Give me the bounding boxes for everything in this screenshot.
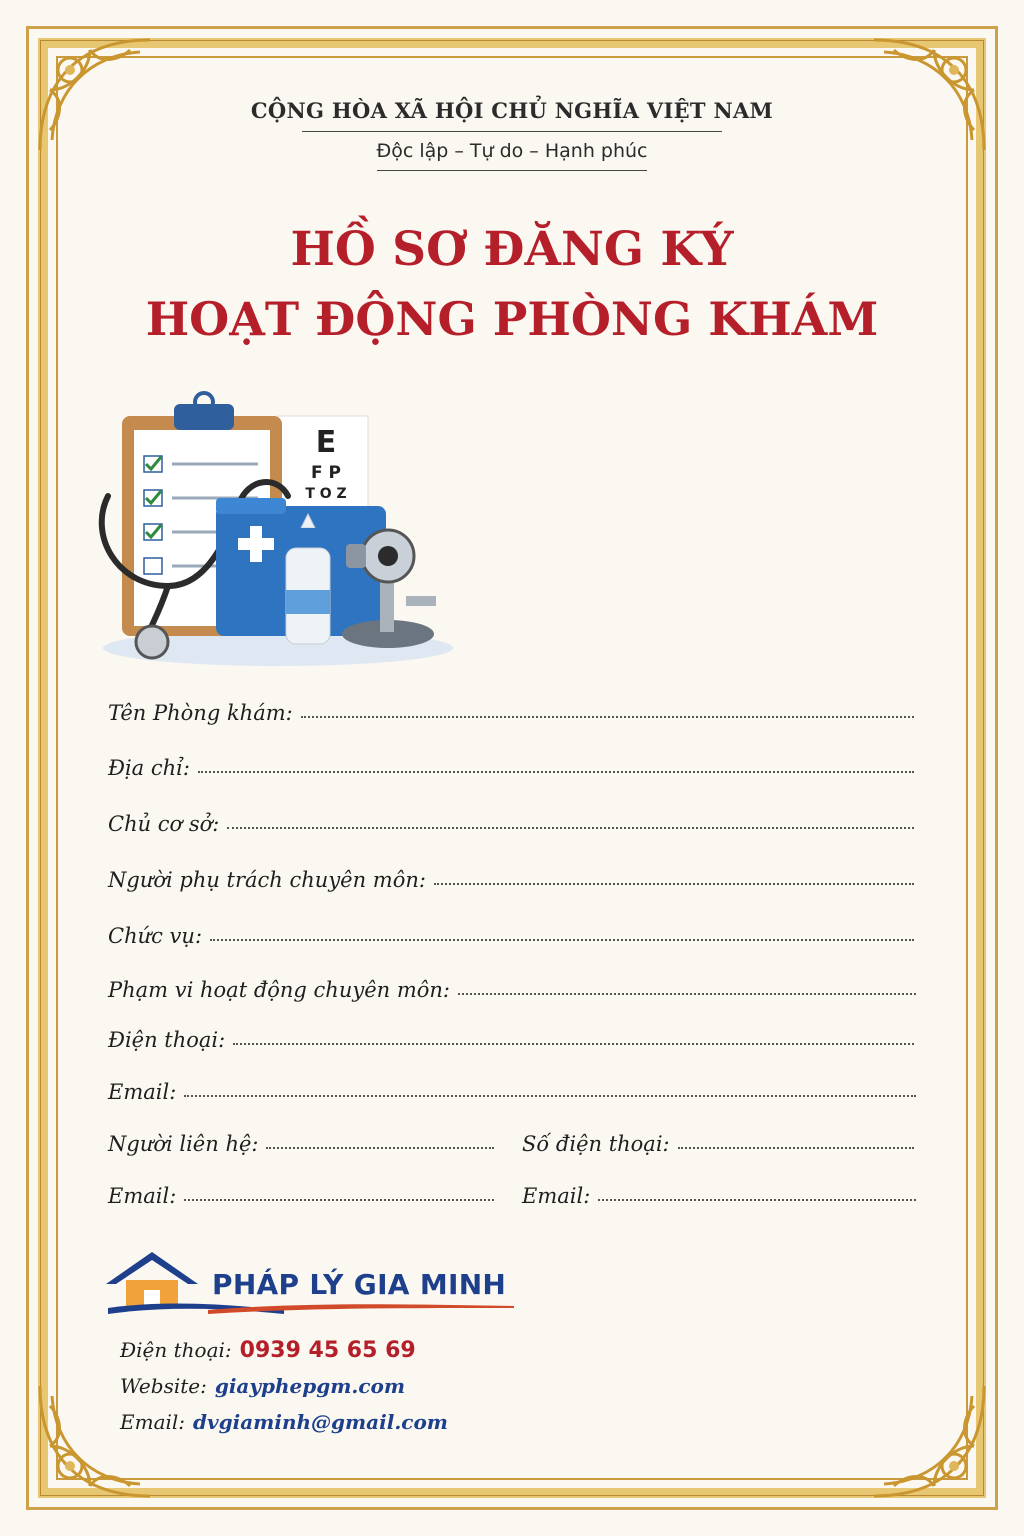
field-label: Chức vụ: bbox=[108, 924, 203, 948]
email-link[interactable]: dvgiaminh@gmail.com bbox=[193, 1410, 448, 1434]
field-contact-email-right[interactable] bbox=[522, 1184, 916, 1208]
fill-line bbox=[184, 1095, 916, 1097]
motto-rule bbox=[377, 170, 647, 171]
fill-line bbox=[227, 827, 914, 829]
company-email bbox=[120, 1410, 448, 1434]
fill-line bbox=[434, 883, 914, 885]
contact-label: Điện thoại: bbox=[120, 1338, 232, 1362]
document-title-line2: HOẠT ĐỘNG PHÒNG KHÁM bbox=[145, 292, 879, 346]
field-professional-lead[interactable] bbox=[108, 868, 914, 892]
field-contact-phone[interactable] bbox=[522, 1132, 914, 1156]
phone-number: 0939 45 65 69 bbox=[239, 1338, 416, 1363]
header-rule bbox=[302, 131, 722, 132]
fill-line bbox=[598, 1199, 916, 1201]
field-label: Số điện thoại: bbox=[522, 1132, 670, 1156]
field-label: Người phụ trách chuyên môn: bbox=[108, 868, 426, 892]
eye-chart-row: F P bbox=[311, 463, 341, 483]
fill-line bbox=[210, 939, 914, 941]
field-label: Người liên hệ: bbox=[108, 1132, 259, 1156]
fill-line bbox=[458, 993, 916, 995]
corner-ornament-icon bbox=[864, 1376, 994, 1506]
contact-label: Email: bbox=[120, 1410, 186, 1434]
document-title-line1: HỒ SƠ ĐĂNG KÝ bbox=[290, 222, 734, 277]
fill-line bbox=[301, 716, 914, 718]
fill-line bbox=[678, 1147, 914, 1149]
field-position[interactable] bbox=[108, 924, 914, 948]
fill-line bbox=[198, 771, 914, 773]
field-label: Tên Phòng khám: bbox=[108, 701, 293, 725]
company-phone bbox=[120, 1338, 416, 1363]
fill-line bbox=[266, 1147, 494, 1149]
website-link[interactable]: giayphepgm.com bbox=[214, 1374, 406, 1398]
nation-name: CỘNG HÒA XÃ HỘI CHỦ NGHĨA VIỆT NAM bbox=[250, 98, 774, 123]
company-name: PHÁP LÝ GIA MINH bbox=[212, 1268, 507, 1301]
contact-label: Website: bbox=[120, 1374, 207, 1398]
national-header bbox=[0, 98, 1024, 171]
eye-chart-row: E bbox=[315, 425, 337, 460]
field-label: Chủ cơ sở: bbox=[108, 812, 220, 836]
national-motto: Độc lập – Tự do – Hạnh phúc bbox=[376, 140, 648, 162]
field-label: Email: bbox=[108, 1080, 177, 1104]
field-contact-person[interactable] bbox=[108, 1132, 494, 1156]
field-label: Điện thoại: bbox=[108, 1028, 226, 1052]
medical-equipment-illustration bbox=[88, 386, 458, 676]
field-owner[interactable] bbox=[108, 812, 914, 836]
field-label: Email: bbox=[522, 1184, 591, 1208]
field-phone[interactable] bbox=[108, 1028, 914, 1052]
field-address[interactable] bbox=[108, 756, 914, 780]
fill-line bbox=[233, 1043, 914, 1045]
field-label: Phạm vi hoạt động chuyên môn: bbox=[108, 978, 451, 1002]
field-email[interactable] bbox=[108, 1080, 916, 1104]
company-website bbox=[120, 1374, 405, 1398]
field-scope[interactable] bbox=[108, 978, 916, 1002]
field-clinic-name[interactable] bbox=[108, 701, 914, 725]
field-label: Địa chỉ: bbox=[108, 756, 190, 780]
fill-line bbox=[184, 1199, 494, 1201]
eye-chart-row: T O Z bbox=[305, 486, 347, 502]
stethoscope-chestpiece-icon bbox=[136, 626, 168, 658]
field-label: Email: bbox=[108, 1184, 177, 1208]
field-contact-email-left[interactable] bbox=[108, 1184, 494, 1208]
